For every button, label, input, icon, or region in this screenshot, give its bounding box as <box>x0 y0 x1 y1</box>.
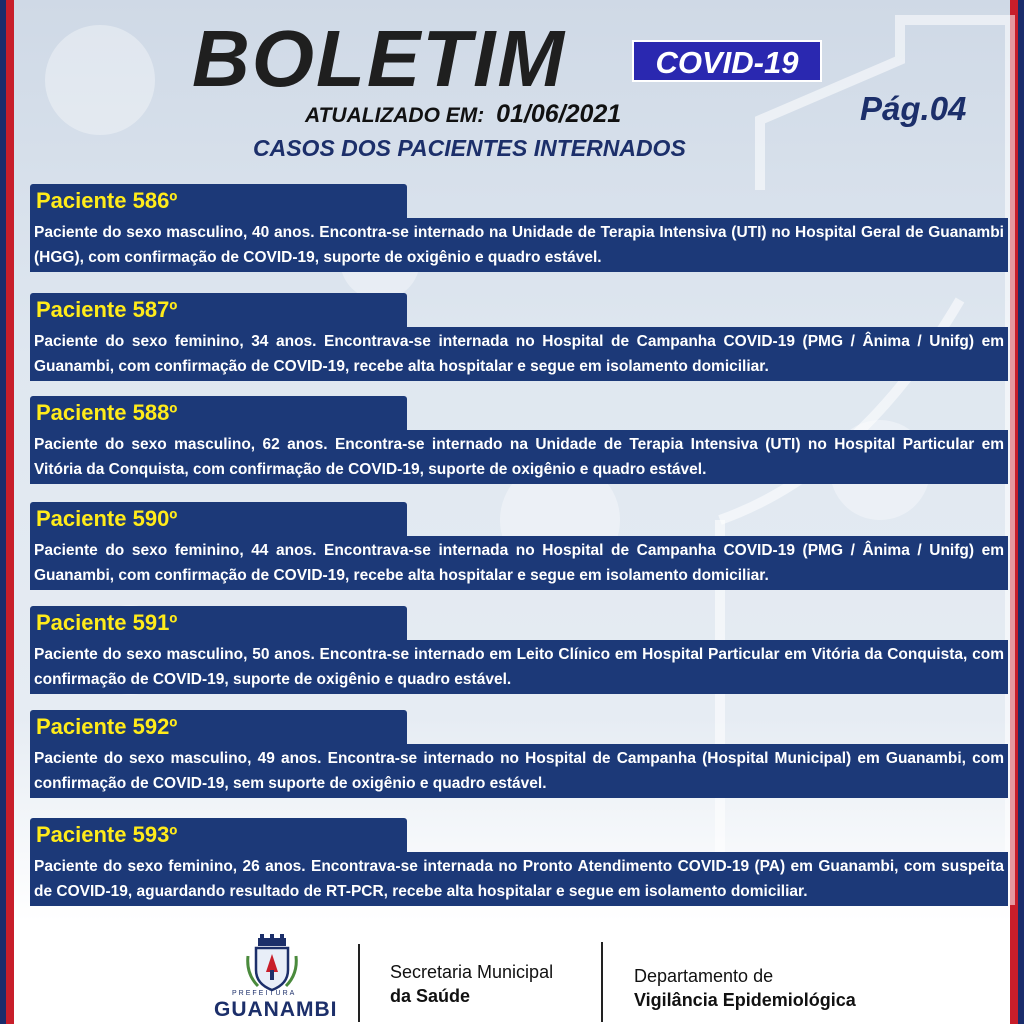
patient-description: Paciente do sexo masculino, 40 anos. Encontra-se internado na Unidade de Terapia Intensiva (UTI) no Hospital Geral de Guanambi (HGG), com confirmação de COVID-19, suporte de oxigênio e quadro estável. <box>30 218 1008 272</box>
patient-card <box>30 396 1008 484</box>
updated-date: 01/06/2021 <box>496 100 622 128</box>
patient-card <box>30 184 1008 272</box>
departamento-line2: Vigilância Epidemiológica <box>634 990 856 1010</box>
footer-divider <box>358 944 360 1022</box>
logo-guanambi-text: GUANAMBI <box>214 998 338 1021</box>
updated-line <box>305 100 621 129</box>
patient-label: Paciente 593º <box>30 818 407 852</box>
covid-badge: COVID-19 <box>632 40 822 82</box>
bulletin-title: BOLETIM <box>192 14 566 103</box>
logo-prefeitura-text: PREFEITURA <box>232 990 297 997</box>
secretaria-line2: da Saúde <box>390 986 471 1006</box>
patient-description: Paciente do sexo feminino, 34 anos. Encontrava-se internada no Hospital de Campanha COVID-19 (PMG / Ânima / Unifg) em Guanambi, com confirmação de COVID-19, recebe alta hospitalar e segue em isolamento domiciliar. <box>30 327 1008 381</box>
patient-description: Paciente do sexo masculino, 50 anos. Encontra-se internado em Leito Clínico em Hospital Particular em Vitória da Conquista, com confirmação de COVID-19, suporte de oxigênio e quadro estável. <box>30 640 1008 694</box>
patient-label: Paciente 586º <box>30 184 407 218</box>
patient-description: Paciente do sexo masculino, 62 anos. Encontra-se internado na Unidade de Terapia Intensiva (UTI) no Hospital Particular em Vitória da Conquista, com confirmação de COVID-19, suporte de oxigênio e quadro estável. <box>30 430 1008 484</box>
patient-card <box>30 818 1008 906</box>
footer <box>0 930 1024 1024</box>
updated-label: ATUALIZADO EM: <box>305 104 485 127</box>
footer-divider <box>601 942 603 1022</box>
patient-card <box>30 502 1008 590</box>
section-subtitle: CASOS DOS PACIENTES INTERNADOS <box>253 135 686 161</box>
patient-card <box>30 606 1008 694</box>
secretaria-block <box>390 960 553 1008</box>
patient-description: Paciente do sexo feminino, 44 anos. Encontrava-se internada no Hospital de Campanha COVID-19 (PMG / Ânima / Unifg) em Guanambi, com confirmação de COVID-19, recebe alta hospitalar e segue em isolamento domiciliar. <box>30 536 1008 590</box>
patient-description: Paciente do sexo feminino, 26 anos. Encontrava-se internada no Pronto Atendimento COVID-19 (PA) em Guanambi, com suspeita de COVID-19, aguardando resultado de RT-PCR, recebe alta hospitalar e segue em isolamento domiciliar. <box>30 852 1008 906</box>
patient-card <box>30 710 1008 798</box>
secretaria-line1: Secretaria Municipal <box>390 962 554 982</box>
patient-card <box>30 293 1008 381</box>
patient-label: Paciente 587º <box>30 293 407 327</box>
departamento-line1: Departamento de <box>634 966 774 986</box>
patient-label: Paciente 592º <box>30 710 407 744</box>
patient-description: Paciente do sexo masculino, 49 anos. Encontra-se internado no Hospital de Campanha (Hospital Municipal) em Guanambi, com confirmação de COVID-19, sem suporte de oxigênio e quadro estável. <box>30 744 1008 798</box>
page-number: Pág.04 <box>860 90 967 127</box>
patient-label: Paciente 588º <box>30 396 407 430</box>
patient-label: Paciente 590º <box>30 502 407 536</box>
departamento-block <box>634 964 856 1012</box>
patient-label: Paciente 591º <box>30 606 407 640</box>
guanambi-crest-icon <box>244 934 300 992</box>
